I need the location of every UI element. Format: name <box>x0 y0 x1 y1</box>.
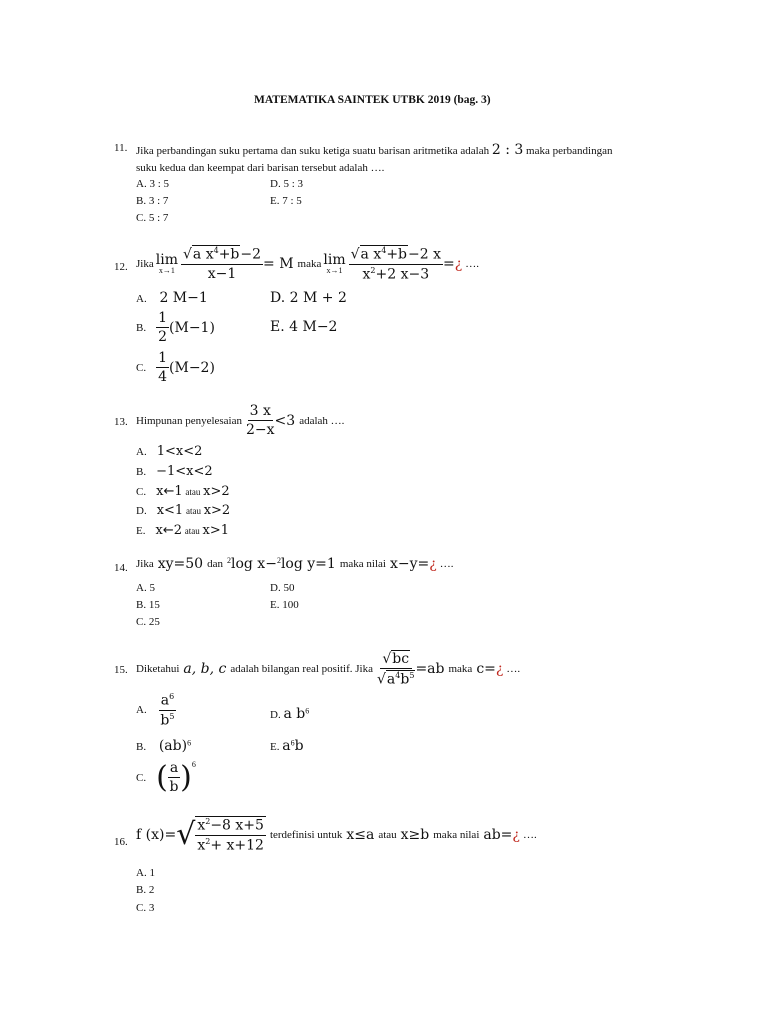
q12-fraction-2: $\frac{√a x^4+b-2 x}{x^2+2 x-3}$ <box>350 246 442 283</box>
q14-red-mark: ¿ <box>429 556 437 572</box>
q16-option-c[interactable]: C. 3 <box>136 902 155 914</box>
q14-question: Jika xy=50 dan $^2$ log x− $^2$ log y=1 maka nilai x−y= ¿ …. <box>136 555 454 572</box>
q14-option-d[interactable]: D. 50 <box>270 582 295 594</box>
q15-number: 15. <box>114 664 128 676</box>
q13-option-e[interactable]: E. x←2 atau x>1 <box>136 523 230 538</box>
q12-limit-1: lim x→1 <box>155 251 178 275</box>
q11-number: 11. <box>114 142 128 154</box>
q12-limit-2: lim x→1 <box>323 251 346 275</box>
q16-option-a[interactable]: A. 1 <box>136 867 155 879</box>
left-arrow-icon: ← <box>162 523 174 538</box>
q13-option-b[interactable]: B. −1<x<2 <box>136 464 213 479</box>
q15-option-b[interactable]: B. (ab)$^6$ <box>136 738 192 754</box>
q16-number: 16. <box>114 836 128 848</box>
q13-number: 13. <box>114 416 128 428</box>
q13-option-a[interactable]: A. 1<x<2 <box>136 444 203 459</box>
q11-option-b[interactable]: B. 3 : 7 <box>136 195 169 207</box>
q16-option-b[interactable]: B. 2 <box>136 884 155 896</box>
q12-option-e[interactable]: E. 4 M−2 <box>270 319 338 335</box>
q11-text-line1: Jika perbandingan suku pertama dan suku ketiga suatu barisan aritmetika adalah 2 : 3 maka perbandingan <box>136 142 613 158</box>
q12-fraction-1: $\frac{√a x^4+b-2}{x-1}$ <box>182 246 262 282</box>
q15-red-mark: ¿ <box>495 660 504 677</box>
q14-option-e[interactable]: E. 100 <box>270 599 299 611</box>
q13-question: Himpunan penyelesaian $\frac{3 x}{2-x}$ <3 adalah …. <box>136 403 345 438</box>
q12-option-a[interactable]: A. 2 M−1 <box>136 290 208 306</box>
q14-option-c[interactable]: C. 25 <box>136 616 160 628</box>
q16-question: f (x)= √ $\frac{x^2-8 x+5}{x^2+ x+12}$ terdefinisi untuk x≤a atau x≥b maka nilai ab= ¿ …. <box>136 816 537 854</box>
q14-number: 14. <box>114 562 128 574</box>
q15-option-c[interactable]: C. ( $\frac{a}{b}$ ) $^6$ <box>136 759 196 795</box>
q11-option-e[interactable]: E. 7 : 5 <box>270 195 302 207</box>
q11-option-d[interactable]: D. 5 : 3 <box>270 178 303 190</box>
q12-red-mark: ¿ <box>454 255 463 272</box>
q12-question: Jika lim x→1 $\frac{√a x^4+b-2}{x-1}$ = M maka lim x→1 $\frac{√a x^4+b-2 x}{x^2+2 x-3}$ = ¿ …. <box>136 246 480 283</box>
q13-option-d[interactable]: D. x<1 atau x>2 <box>136 503 231 518</box>
q13-option-c[interactable]: C. x←1 atau x>2 <box>136 484 230 499</box>
q15-option-a[interactable]: A. $\frac{a^6}{b^5}$ <box>136 692 175 729</box>
q11-option-c[interactable]: C. 5 : 7 <box>136 212 169 224</box>
q15-option-e[interactable]: E. $a^6b$ <box>270 738 304 754</box>
page-title: MATEMATIKA SAINTEK UTBK 2019 (bag. 3) <box>254 94 491 106</box>
q14-option-a[interactable]: A. 5 <box>136 582 155 594</box>
q12-option-d[interactable]: D. 2 M + 2 <box>270 290 347 306</box>
q11-option-a[interactable]: A. 3 : 5 <box>136 178 169 190</box>
q12-number: 12. <box>114 261 128 273</box>
q15-question: Diketahui a, b, c adalah bilangan real positif. Jika $\frac{√bc}{√a^4b^5}$ =ab maka c= ¿ …. <box>136 651 521 688</box>
q16-red-mark: ¿ <box>512 826 520 843</box>
q11-ratio: 2 : 3 <box>491 142 524 158</box>
left-arrow-icon: ← <box>163 484 175 499</box>
q12-option-b[interactable]: B. $\frac{1}{2}$ (M−1) <box>136 310 215 345</box>
q12-option-c[interactable]: C. $\frac{1}{4}$ (M−2) <box>136 350 215 385</box>
q14-option-b[interactable]: B. 15 <box>136 599 160 611</box>
q15-option-d[interactable]: D. a $b^6$ <box>270 706 310 722</box>
q11-text-line2: suku kedua dan keempat dari barisan tersebut adalah …. <box>136 162 385 174</box>
